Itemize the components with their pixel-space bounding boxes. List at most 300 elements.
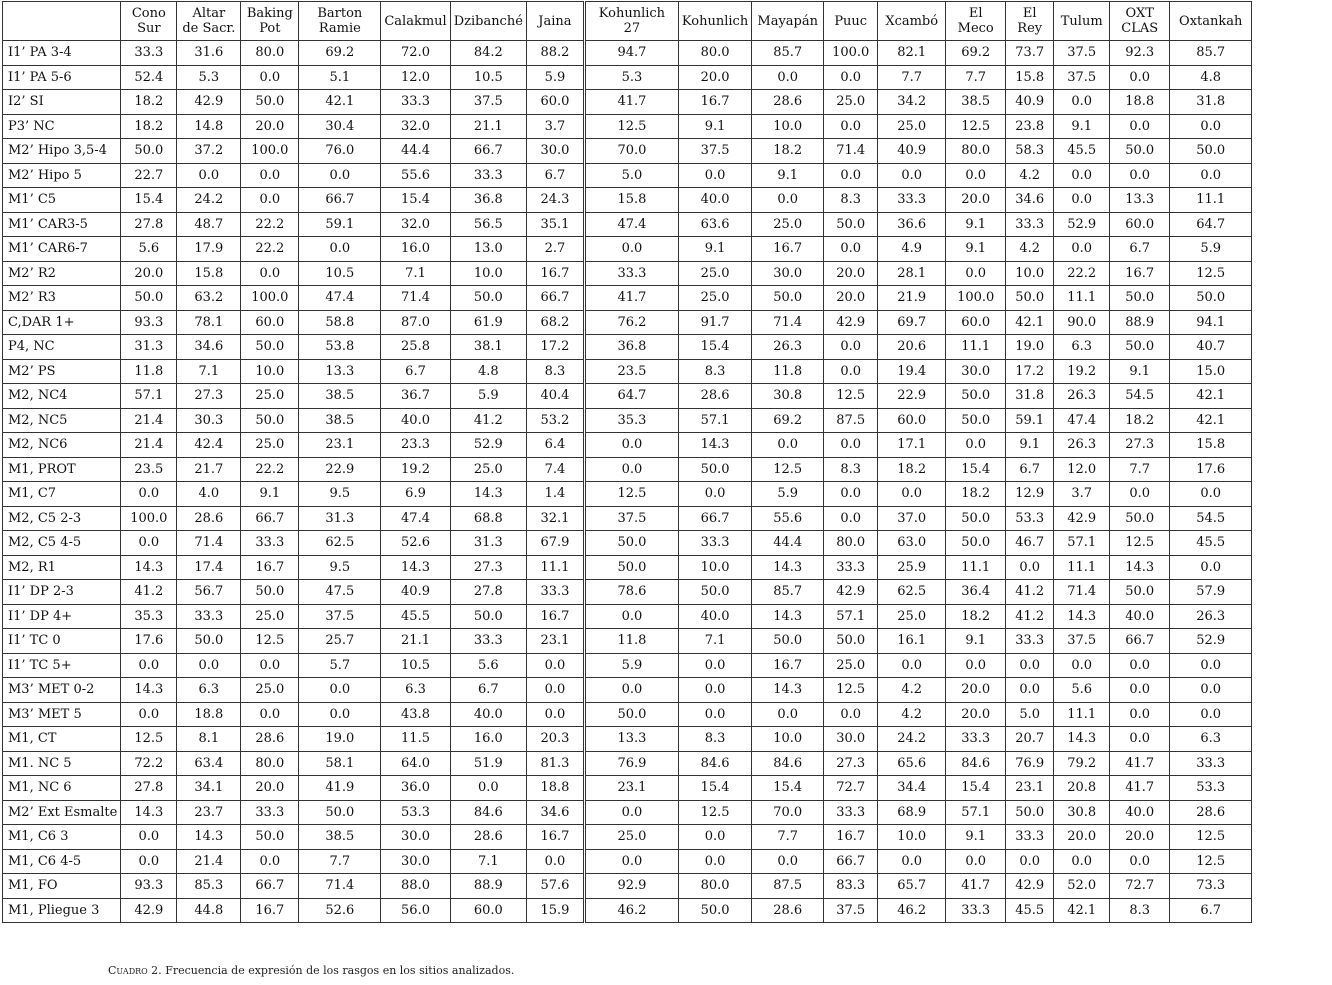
frequency-cell: 14.3 — [752, 604, 824, 629]
frequency-cell: 5.9 — [752, 482, 824, 507]
frequency-cell: 0.0 — [752, 849, 824, 874]
frequency-cell: 0.0 — [121, 849, 177, 874]
trait-label: M2’ Hipo 5 — [3, 163, 121, 188]
frequency-cell: 79.2 — [1054, 751, 1110, 776]
frequency-cell: 87.5 — [752, 874, 824, 899]
frequency-cell: 59.1 — [299, 212, 381, 237]
frequency-cell: 28.6 — [752, 898, 824, 923]
frequency-cell: 12.5 — [1170, 849, 1252, 874]
column-header: Barton Ramie — [299, 2, 381, 41]
frequency-cell: 50.0 — [946, 531, 1006, 556]
frequency-cell: 11.1 — [946, 335, 1006, 360]
frequency-cell: 64.7 — [584, 384, 678, 409]
frequency-cell: 30.0 — [381, 825, 450, 850]
frequency-cell: 36.8 — [584, 335, 678, 360]
frequency-cell: 25.0 — [878, 114, 946, 139]
frequency-cell: 57.6 — [526, 874, 584, 899]
frequency-cell: 18.2 — [1110, 408, 1170, 433]
frequency-cell: 68.8 — [450, 506, 526, 531]
frequency-cell: 0.0 — [946, 163, 1006, 188]
frequency-cell: 6.7 — [1006, 457, 1054, 482]
frequency-cell: 20.0 — [678, 65, 751, 90]
frequency-cell: 7.7 — [752, 825, 824, 850]
frequency-cell: 45.5 — [1170, 531, 1252, 556]
frequency-cell: 76.9 — [1006, 751, 1054, 776]
frequency-cell: 0.0 — [1170, 653, 1252, 678]
frequency-cell: 0.0 — [678, 849, 751, 874]
table-row — [3, 359, 1252, 384]
frequency-cell: 0.0 — [1110, 482, 1170, 507]
frequency-cell: 16.7 — [241, 898, 299, 923]
frequency-cell: 8.3 — [1110, 898, 1170, 923]
frequency-cell: 16.7 — [752, 237, 824, 262]
table-wrapper — [2, 1, 1252, 923]
frequency-cell: 69.2 — [946, 41, 1006, 66]
frequency-cell: 27.3 — [824, 751, 878, 776]
frequency-cell: 42.9 — [824, 580, 878, 605]
frequency-cell: 25.0 — [241, 678, 299, 703]
frequency-cell: 38.5 — [299, 825, 381, 850]
frequency-cell: 56.5 — [450, 212, 526, 237]
frequency-cell: 41.7 — [584, 286, 678, 311]
frequency-cell: 38.5 — [299, 384, 381, 409]
frequency-cell: 0.0 — [678, 653, 751, 678]
frequency-cell: 17.6 — [121, 629, 177, 654]
frequency-cell: 0.0 — [584, 433, 678, 458]
frequency-cell: 6.3 — [1054, 335, 1110, 360]
frequency-cell: 72.7 — [1110, 874, 1170, 899]
frequency-cell: 25.0 — [678, 261, 751, 286]
frequency-cell: 0.0 — [1110, 114, 1170, 139]
column-header: Oxtankah — [1170, 2, 1252, 41]
frequency-cell: 5.6 — [1054, 678, 1110, 703]
frequency-cell: 40.0 — [381, 408, 450, 433]
table-row — [3, 751, 1252, 776]
trait-label: M1, C7 — [3, 482, 121, 507]
frequency-cell: 59.1 — [1006, 408, 1054, 433]
frequency-cell: 50.0 — [584, 531, 678, 556]
frequency-cell: 14.3 — [121, 800, 177, 825]
frequency-cell: 76.9 — [584, 751, 678, 776]
trait-label: M2’ PS — [3, 359, 121, 384]
frequency-cell: 9.1 — [1110, 359, 1170, 384]
frequency-cell: 20.0 — [121, 261, 177, 286]
frequency-cell: 33.3 — [241, 800, 299, 825]
frequency-cell: 54.5 — [1170, 506, 1252, 531]
frequency-cell: 100.0 — [946, 286, 1006, 311]
frequency-cell: 0.0 — [678, 482, 751, 507]
table-row — [3, 41, 1252, 66]
frequency-cell: 15.0 — [1170, 359, 1252, 384]
frequency-cell: 78.1 — [177, 310, 241, 335]
frequency-cell: 41.2 — [450, 408, 526, 433]
frequency-cell: 46.7 — [1006, 531, 1054, 556]
frequency-cell: 47.4 — [299, 286, 381, 311]
frequency-cell: 44.8 — [177, 898, 241, 923]
frequency-cell: 45.5 — [1006, 898, 1054, 923]
frequency-cell: 5.0 — [584, 163, 678, 188]
frequency-cell: 20.0 — [824, 261, 878, 286]
frequency-cell: 24.2 — [177, 188, 241, 213]
frequency-cell: 0.0 — [241, 849, 299, 874]
frequency-cell: 0.0 — [946, 261, 1006, 286]
trait-label: M2, C5 2-3 — [3, 506, 121, 531]
frequency-cell: 17.2 — [526, 335, 584, 360]
table-row — [3, 286, 1252, 311]
frequency-cell: 60.0 — [946, 310, 1006, 335]
column-header: Altar de Sacr. — [177, 2, 241, 41]
frequency-cell: 0.0 — [241, 188, 299, 213]
frequency-cell: 4.8 — [1170, 65, 1252, 90]
trait-label: M2’ R2 — [3, 261, 121, 286]
frequency-cell: 73.3 — [1170, 874, 1252, 899]
frequency-cell: 21.4 — [121, 408, 177, 433]
frequency-cell: 12.5 — [241, 629, 299, 654]
column-header: Puuc — [824, 2, 878, 41]
frequency-cell: 6.7 — [1110, 237, 1170, 262]
frequency-cell: 0.0 — [241, 702, 299, 727]
frequency-cell: 66.7 — [526, 286, 584, 311]
frequency-cell: 14.3 — [121, 555, 177, 580]
frequency-cell: 7.7 — [878, 65, 946, 90]
frequency-cell: 63.2 — [177, 286, 241, 311]
frequency-cell: 85.7 — [1170, 41, 1252, 66]
frequency-cell: 28.6 — [450, 825, 526, 850]
frequency-cell: 20.0 — [1110, 825, 1170, 850]
table-row — [3, 506, 1252, 531]
frequency-cell: 37.5 — [450, 90, 526, 115]
frequency-cell: 30.0 — [381, 849, 450, 874]
frequency-cell: 50.0 — [678, 580, 751, 605]
frequency-cell: 11.8 — [584, 629, 678, 654]
frequency-cell: 27.3 — [177, 384, 241, 409]
frequency-cell: 0.0 — [824, 163, 878, 188]
frequency-cell: 20.0 — [824, 286, 878, 311]
frequency-cell: 34.4 — [878, 776, 946, 801]
frequency-cell: 3.7 — [526, 114, 584, 139]
frequency-cell: 88.0 — [381, 874, 450, 899]
table-row — [3, 335, 1252, 360]
frequency-cell: 18.2 — [121, 90, 177, 115]
frequency-cell: 5.0 — [1006, 702, 1054, 727]
frequency-cell: 76.0 — [299, 139, 381, 164]
frequency-cell: 50.0 — [121, 139, 177, 164]
frequency-cell: 72.0 — [381, 41, 450, 66]
column-header: Cono Sur — [121, 2, 177, 41]
frequency-cell: 57.1 — [946, 800, 1006, 825]
frequency-cell: 22.2 — [241, 237, 299, 262]
trait-label: M1, CT — [3, 727, 121, 752]
frequency-cell: 11.1 — [1054, 286, 1110, 311]
frequency-cell: 20.6 — [878, 335, 946, 360]
frequency-cell: 42.9 — [824, 310, 878, 335]
frequency-cell: 31.3 — [450, 531, 526, 556]
frequency-cell: 52.9 — [1054, 212, 1110, 237]
table-row — [3, 702, 1252, 727]
frequency-cell: 5.9 — [584, 653, 678, 678]
frequency-cell: 11.1 — [1054, 555, 1110, 580]
frequency-cell: 32.0 — [381, 114, 450, 139]
frequency-cell: 54.5 — [1110, 384, 1170, 409]
frequency-cell: 57.1 — [678, 408, 751, 433]
frequency-cell: 0.0 — [946, 653, 1006, 678]
frequency-cell: 13.3 — [584, 727, 678, 752]
trait-label: I1’ TC 0 — [3, 629, 121, 654]
frequency-cell: 0.0 — [584, 678, 678, 703]
frequency-cell: 20.0 — [1054, 825, 1110, 850]
frequency-cell: 10.0 — [241, 359, 299, 384]
frequency-cell: 18.2 — [752, 139, 824, 164]
frequency-cell: 84.6 — [946, 751, 1006, 776]
frequency-cell: 40.0 — [1110, 604, 1170, 629]
frequency-cell: 87.5 — [824, 408, 878, 433]
frequency-cell: 94.7 — [584, 41, 678, 66]
frequency-cell: 22.2 — [241, 457, 299, 482]
column-header: El Meco — [946, 2, 1006, 41]
frequency-cell: 57.1 — [824, 604, 878, 629]
column-header: Jaina — [526, 2, 584, 41]
frequency-cell: 66.7 — [299, 188, 381, 213]
frequency-cell: 28.6 — [241, 727, 299, 752]
frequency-cell: 0.0 — [121, 825, 177, 850]
frequency-cell: 0.0 — [177, 163, 241, 188]
frequency-cell: 14.3 — [381, 555, 450, 580]
frequency-cell: 10.0 — [752, 727, 824, 752]
frequency-cell: 73.7 — [1006, 41, 1054, 66]
frequency-cell: 15.4 — [381, 188, 450, 213]
header-row — [3, 2, 1252, 41]
frequency-cell: 10.0 — [678, 555, 751, 580]
frequency-cell: 23.1 — [584, 776, 678, 801]
frequency-cell: 41.7 — [1110, 776, 1170, 801]
frequency-cell: 42.1 — [1170, 384, 1252, 409]
frequency-cell: 10.5 — [299, 261, 381, 286]
frequency-cell: 92.3 — [1110, 41, 1170, 66]
frequency-cell: 52.6 — [299, 898, 381, 923]
frequency-cell: 11.1 — [1054, 702, 1110, 727]
frequency-cell: 20.0 — [241, 776, 299, 801]
frequency-cell: 50.0 — [450, 286, 526, 311]
frequency-cell: 4.2 — [878, 678, 946, 703]
frequency-cell: 51.9 — [450, 751, 526, 776]
table-row — [3, 531, 1252, 556]
frequency-cell: 4.0 — [177, 482, 241, 507]
frequency-cell: 0.0 — [450, 776, 526, 801]
frequency-cell: 12.5 — [946, 114, 1006, 139]
frequency-cell: 18.2 — [946, 482, 1006, 507]
frequency-cell: 11.1 — [526, 555, 584, 580]
frequency-cell: 9.5 — [299, 555, 381, 580]
frequency-cell: 0.0 — [1054, 163, 1110, 188]
frequency-cell: 50.0 — [1006, 800, 1054, 825]
frequency-cell: 50.0 — [1110, 286, 1170, 311]
frequency-cell: 40.4 — [526, 384, 584, 409]
frequency-cell: 15.4 — [752, 776, 824, 801]
frequency-cell: 62.5 — [299, 531, 381, 556]
frequency-cell: 0.0 — [1110, 678, 1170, 703]
frequency-cell: 40.0 — [678, 604, 751, 629]
frequency-cell: 0.0 — [1170, 482, 1252, 507]
frequency-cell: 5.6 — [121, 237, 177, 262]
frequency-cell: 7.1 — [678, 629, 751, 654]
frequency-cell: 6.7 — [450, 678, 526, 703]
frequency-cell: 88.9 — [450, 874, 526, 899]
frequency-cell: 64.0 — [381, 751, 450, 776]
frequency-cell: 50.0 — [241, 335, 299, 360]
frequency-cell: 0.0 — [1054, 653, 1110, 678]
frequency-cell: 18.8 — [177, 702, 241, 727]
table-row — [3, 482, 1252, 507]
frequency-cell: 66.7 — [824, 849, 878, 874]
frequency-cell: 65.7 — [878, 874, 946, 899]
frequency-cell: 33.3 — [1006, 212, 1054, 237]
column-header: El Rey — [1006, 2, 1054, 41]
frequency-cell: 27.3 — [450, 555, 526, 580]
frequency-cell: 12.9 — [1006, 482, 1054, 507]
frequency-cell: 0.0 — [121, 702, 177, 727]
frequency-cell: 0.0 — [1006, 555, 1054, 580]
frequency-cell: 25.8 — [381, 335, 450, 360]
frequency-cell: 18.2 — [121, 114, 177, 139]
frequency-cell: 92.9 — [584, 874, 678, 899]
trait-label: M2, NC6 — [3, 433, 121, 458]
frequency-cell: 5.3 — [584, 65, 678, 90]
frequency-cell: 16.7 — [752, 653, 824, 678]
frequency-cell: 14.3 — [1054, 604, 1110, 629]
frequency-cell: 15.4 — [946, 457, 1006, 482]
frequency-cell: 100.0 — [241, 286, 299, 311]
table-row — [3, 408, 1252, 433]
frequency-cell: 70.0 — [584, 139, 678, 164]
frequency-cell: 85.7 — [752, 41, 824, 66]
frequency-cell: 11.1 — [946, 555, 1006, 580]
frequency-cell: 57.9 — [1170, 580, 1252, 605]
frequency-cell: 16.7 — [1110, 261, 1170, 286]
frequency-cell: 6.7 — [1170, 898, 1252, 923]
frequency-cell: 14.3 — [450, 482, 526, 507]
frequency-cell: 100.0 — [121, 506, 177, 531]
frequency-cell: 27.8 — [121, 212, 177, 237]
frequency-cell: 4.9 — [878, 237, 946, 262]
frequency-cell: 20.7 — [1006, 727, 1054, 752]
frequency-cell: 14.8 — [177, 114, 241, 139]
frequency-cell: 0.0 — [824, 237, 878, 262]
trait-label: M3’ MET 0-2 — [3, 678, 121, 703]
frequency-cell: 40.9 — [1006, 90, 1054, 115]
frequency-cell: 72.2 — [121, 751, 177, 776]
frequency-cell: 41.7 — [946, 874, 1006, 899]
frequency-cell: 15.4 — [678, 335, 751, 360]
frequency-cell: 58.3 — [1006, 139, 1054, 164]
frequency-cell: 70.0 — [752, 800, 824, 825]
frequency-cell: 40.0 — [678, 188, 751, 213]
frequency-cell: 50.0 — [177, 629, 241, 654]
frequency-cell: 30.8 — [752, 384, 824, 409]
trait-label: M1, NC 6 — [3, 776, 121, 801]
frequency-cell: 34.6 — [1006, 188, 1054, 213]
frequency-cell: 42.9 — [1006, 874, 1054, 899]
table-row — [3, 678, 1252, 703]
table-row — [3, 433, 1252, 458]
frequency-cell: 0.0 — [299, 702, 381, 727]
frequency-cell: 80.0 — [946, 139, 1006, 164]
frequency-cell: 15.4 — [121, 188, 177, 213]
frequency-cell: 30.0 — [526, 139, 584, 164]
frequency-cell: 35.3 — [584, 408, 678, 433]
frequency-cell: 18.2 — [946, 604, 1006, 629]
frequency-cell: 0.0 — [121, 531, 177, 556]
frequency-cell: 28.6 — [752, 90, 824, 115]
frequency-cell: 100.0 — [824, 41, 878, 66]
frequency-cell: 34.2 — [878, 90, 946, 115]
frequency-cell: 4.2 — [1006, 237, 1054, 262]
frequency-cell: 57.1 — [121, 384, 177, 409]
frequency-cell: 33.3 — [1006, 629, 1054, 654]
frequency-cell: 5.9 — [1170, 237, 1252, 262]
frequency-cell: 50.0 — [241, 90, 299, 115]
frequency-cell: 21.4 — [177, 849, 241, 874]
frequency-cell: 80.0 — [824, 531, 878, 556]
trait-label: I1’ PA 3-4 — [3, 41, 121, 66]
table-row — [3, 849, 1252, 874]
frequency-cell: 37.5 — [1054, 41, 1110, 66]
frequency-cell: 38.5 — [946, 90, 1006, 115]
frequency-cell: 40.0 — [1110, 800, 1170, 825]
frequency-cell: 35.1 — [526, 212, 584, 237]
frequency-cell: 0.0 — [1110, 727, 1170, 752]
frequency-cell: 12.5 — [584, 114, 678, 139]
frequency-cell: 12.5 — [1170, 261, 1252, 286]
frequency-cell: 13.3 — [1110, 188, 1170, 213]
frequency-cell: 26.3 — [1054, 433, 1110, 458]
frequency-cell: 10.0 — [878, 825, 946, 850]
frequency-cell: 7.7 — [946, 65, 1006, 90]
frequency-cell: 42.4 — [177, 433, 241, 458]
frequency-cell: 69.2 — [752, 408, 824, 433]
frequency-cell: 0.0 — [824, 506, 878, 531]
column-header: Dzibanché — [450, 2, 526, 41]
frequency-cell: 9.1 — [752, 163, 824, 188]
frequency-cell: 28.6 — [177, 506, 241, 531]
frequency-cell: 17.1 — [878, 433, 946, 458]
frequency-cell: 34.6 — [526, 800, 584, 825]
table-row — [3, 727, 1252, 752]
trait-label: I1’ DP 2-3 — [3, 580, 121, 605]
frequency-cell: 31.3 — [121, 335, 177, 360]
frequency-cell: 66.7 — [678, 506, 751, 531]
frequency-cell: 11.8 — [752, 359, 824, 384]
frequency-cell: 5.7 — [299, 653, 381, 678]
frequency-cell: 53.8 — [299, 335, 381, 360]
frequency-cell: 31.8 — [1170, 90, 1252, 115]
table-row — [3, 212, 1252, 237]
frequency-cell: 60.0 — [1110, 212, 1170, 237]
frequency-cell: 48.7 — [177, 212, 241, 237]
frequency-cell: 50.0 — [946, 408, 1006, 433]
frequency-cell: 16.0 — [381, 237, 450, 262]
trait-label: M1, C6 4-5 — [3, 849, 121, 874]
frequency-cell: 71.4 — [824, 139, 878, 164]
frequency-cell: 25.0 — [878, 604, 946, 629]
frequency-cell: 43.8 — [381, 702, 450, 727]
frequency-cell: 25.0 — [824, 90, 878, 115]
frequency-cell: 0.0 — [878, 482, 946, 507]
frequency-cell: 0.0 — [1006, 849, 1054, 874]
frequency-cell: 52.0 — [1054, 874, 1110, 899]
trait-label: M1’ CAR3-5 — [3, 212, 121, 237]
frequency-cell: 35.3 — [121, 604, 177, 629]
frequency-cell: 21.4 — [121, 433, 177, 458]
